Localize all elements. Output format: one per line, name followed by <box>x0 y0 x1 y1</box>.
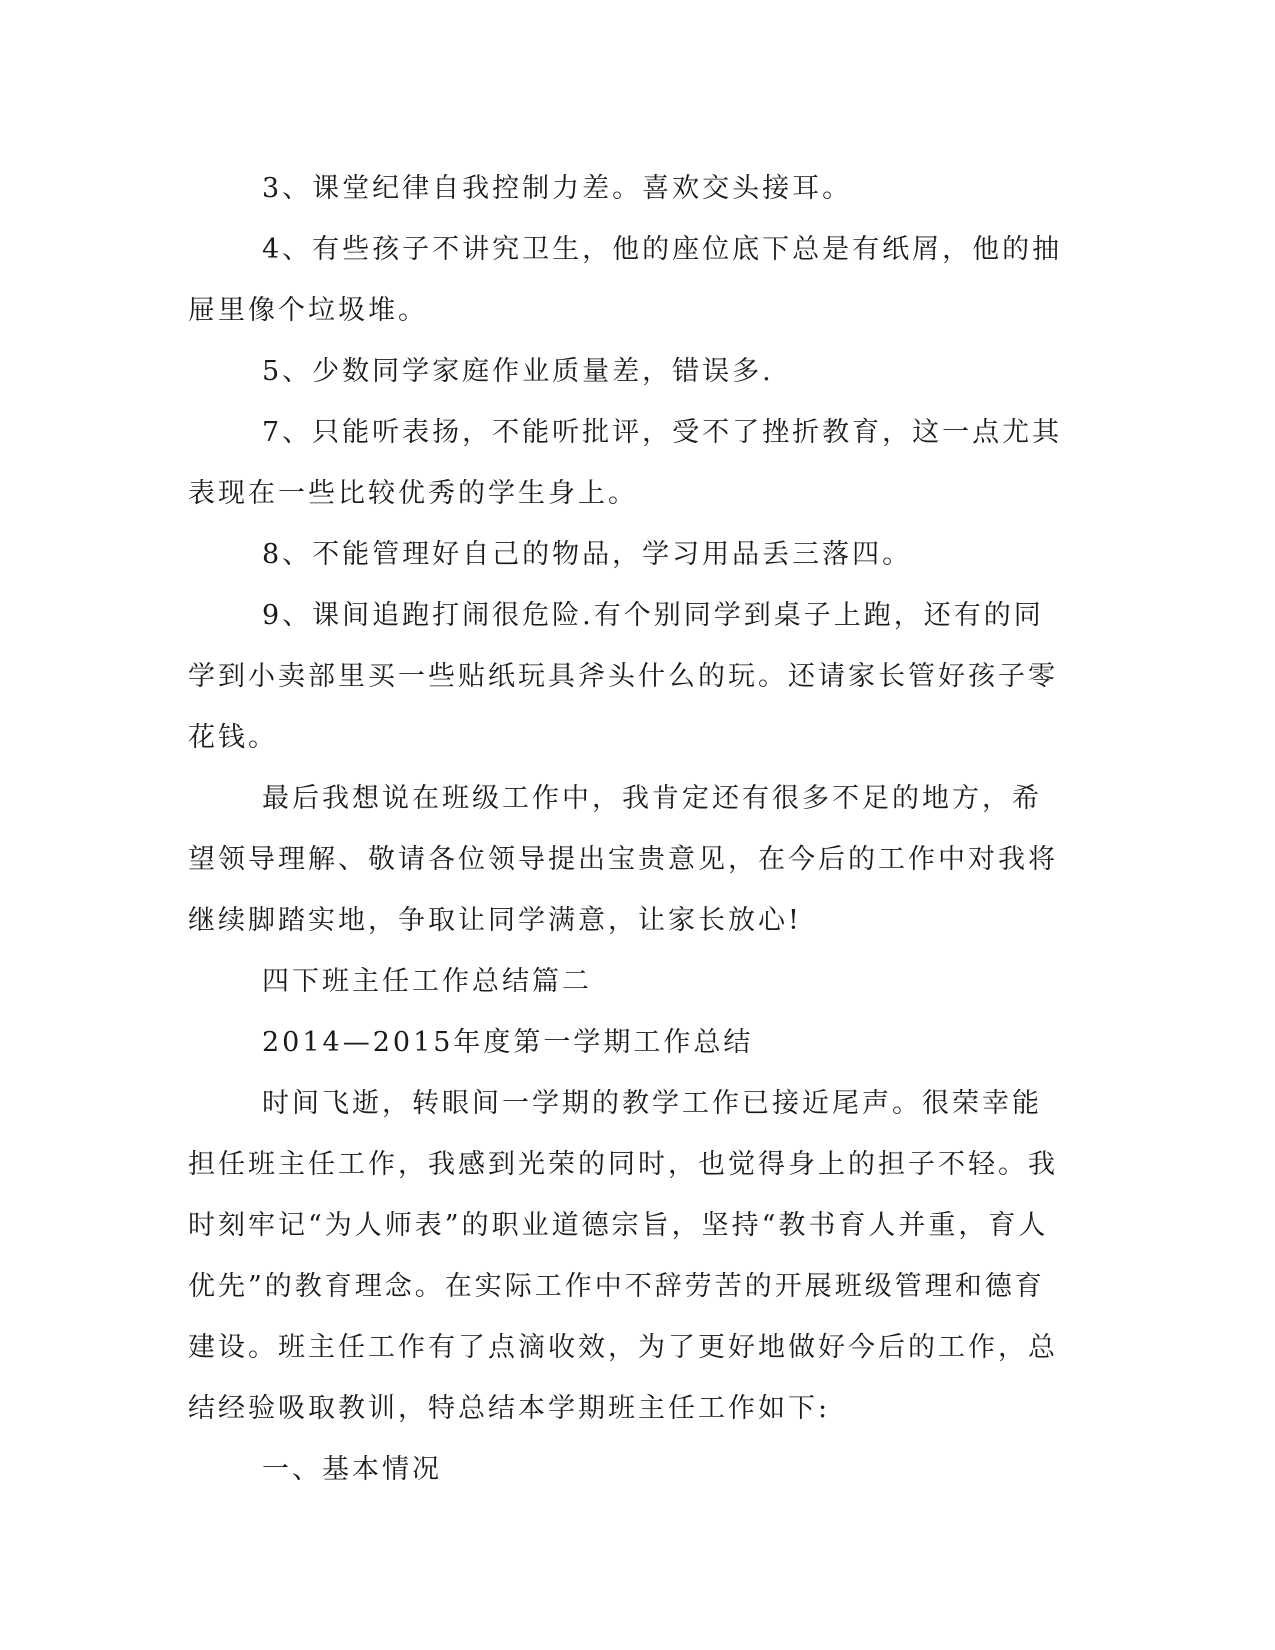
paragraph-closing: 最后我想说在班级工作中，我肯定还有很多不足的地方，希望领导理解、敬请各位领导提出宝贵意见，在今后的工作中对我将继续脚踏实地，争取让同学满意，让家长放心! <box>188 783 1058 936</box>
paragraph-intro: 时间飞逝，转眼间一学期的教学工作已接近尾声。很荣幸能担任班主任工作，我感到光荣的同时，也觉得身上的担子不轻。我时刻牢记“为人师表”的职业道德宗旨，坚持“教书育人并重，育人优先”的教育理念。在实际工作中不辞劳苦的开展班级管理和德育建设。班主任工作有了点滴收效，为了更好地做好今后的工作，总结经验吸取教训，特总结本学期班主任工作如下: <box>188 1088 1058 1424</box>
paragraph-item-4: 4、有些孩子不讲究卫生，他的座位底下总是有纸屑，他的抽屉里像个垃圾堆。 <box>188 234 1063 326</box>
paragraph-item-5: 5、少数同学家庭作业质量差，错误多. <box>262 356 774 387</box>
section-subtitle: 2014—2015年度第一学期工作总结 <box>262 1027 754 1058</box>
paragraph-item-7: 7、只能听表扬，不能听批评，受不了挫折教育，这一点尤其表现在一些比较优秀的学生身上。 <box>188 417 1063 509</box>
document-body <box>188 158 1068 1500</box>
paragraph-item-8: 8、不能管理好自己的物品，学习用品丢三落四。 <box>262 539 913 570</box>
paragraph-item-3: 3、课堂纪律自我控制力差。喜欢交头接耳。 <box>262 173 853 204</box>
heading-basic-situation: 一、基本情况 <box>262 1454 442 1485</box>
section-title: 四下班主任工作总结篇二 <box>262 966 592 997</box>
paragraph-item-9: 9、课间追跑打闹很危险.有个别同学到桌子上跑，还有的同学到小卖部里买一些贴纸玩具斧头什么的玩。还请家长管好孩子零花钱。 <box>188 600 1058 753</box>
